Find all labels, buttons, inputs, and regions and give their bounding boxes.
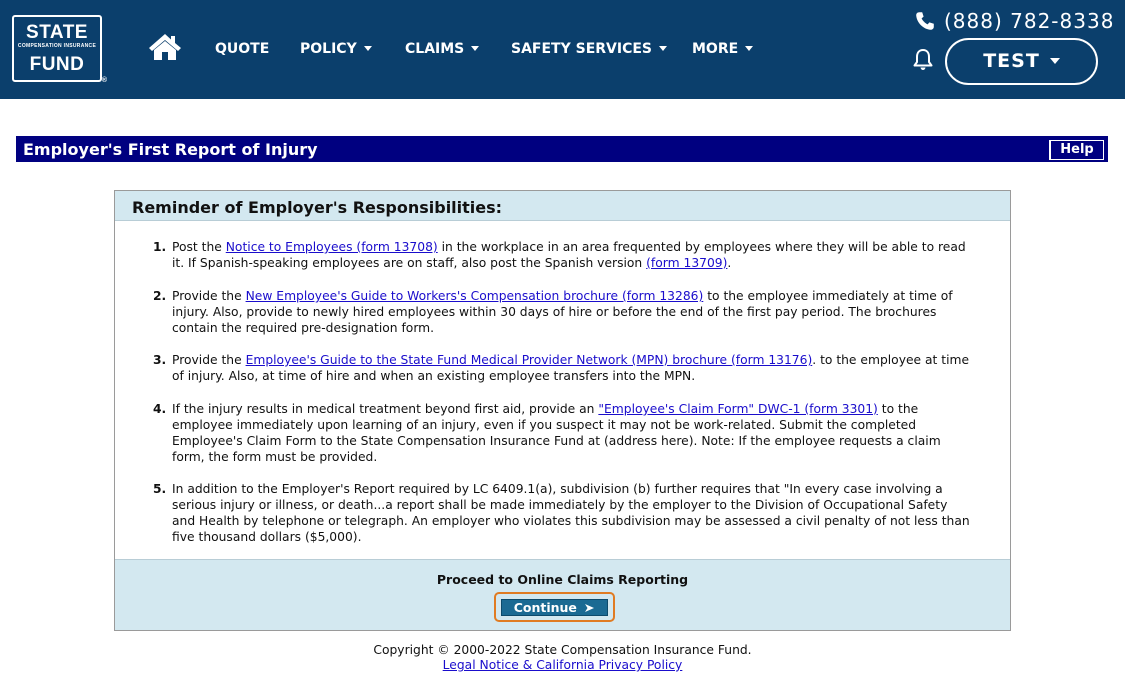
responsibility-item-2 <box>153 288 973 336</box>
new-employee-guide-link[interactable]: New Employee's Guide to Workers's Compensation brochure (form 13286) <box>245 289 704 303</box>
item-text-segment: . to the employee at time of injury. Also, at time of hire and when an existing employee transfers into the MPN. <box>172 353 970 383</box>
responsibility-item-5 <box>153 481 973 545</box>
item-text-segment: Post the <box>172 240 226 254</box>
continue-button[interactable] <box>501 599 608 616</box>
nav-policy-label: POLICY <box>300 41 357 57</box>
user-menu-label: TEST <box>983 50 1040 72</box>
phone-icon <box>915 11 935 31</box>
chevron-right-icon <box>584 603 595 613</box>
item-number: 3. <box>153 353 167 367</box>
mpn-brochure-link[interactable]: Employee's Guide to the State Fund Medical Provider Network (MPN) brochure (form 13176) <box>245 353 813 367</box>
nav-more-label: MORE <box>692 41 739 57</box>
help-button[interactable]: Help <box>1049 140 1104 160</box>
reminder-title: Reminder of Employer's Responsibilities: <box>132 198 503 217</box>
nav-policy[interactable] <box>300 41 372 57</box>
top-navigation-bar <box>0 0 1125 99</box>
nav-claims-label: CLAIMS <box>405 41 465 57</box>
footer-link-container <box>0 658 1125 672</box>
proceed-section <box>115 559 1010 630</box>
nav-quote-label: QUOTE <box>215 41 270 57</box>
item-text-segment: If the injury results in medical treatment beyond first aid, provide an <box>172 402 599 416</box>
item-text <box>172 288 973 336</box>
reminder-panel <box>114 190 1011 631</box>
responsibility-item-4 <box>153 401 973 465</box>
item-text-segment: Provide the <box>172 289 246 303</box>
logo-line-state: STATE <box>26 22 88 43</box>
continue-focus-ring <box>494 592 615 622</box>
chevron-down-icon <box>1050 58 1060 64</box>
item-text-segment: in the workplace in an area frequented by employees where they will be able to read it. If Spanish-speaking employees are on staff, also post the Spanish version <box>172 240 966 270</box>
chevron-down-icon <box>659 46 667 51</box>
item-text-segment: Provide the <box>172 353 246 367</box>
claim-form-link[interactable]: "Employee's Claim Form" DWC-1 (form 3301) <box>598 402 878 416</box>
phone-number[interactable]: (888) 782-8338 <box>944 9 1115 33</box>
item-text-segment: to the employee immediately upon learning of an injury, even if you suspect it may not be work-related. Submit the completed Employee's Claim Form to the State Compensation Insurance Fund at (address here). Note: If the employee requests a claim form, the form must be provided. <box>172 402 941 464</box>
item-text <box>172 239 973 271</box>
nav-more[interactable] <box>692 41 753 57</box>
chevron-down-icon <box>471 46 479 51</box>
logo-line-fund: FUND <box>29 54 85 75</box>
logo-line-compensation: COMPENSATION INSURANCE <box>17 43 97 49</box>
nav-claims[interactable] <box>405 41 479 57</box>
item-text-segment: to the employee immediately at time of injury. Also, provide to newly hired employees within 30 days of hire or before the end of the first pay period. The brochures contain the required pre-designation form. <box>172 289 953 335</box>
responsibility-item-1 <box>153 239 973 271</box>
nav-safety-services[interactable] <box>511 41 667 57</box>
registered-mark: ® <box>101 77 107 84</box>
state-fund-logo[interactable] <box>12 15 107 84</box>
item-number: 5. <box>153 482 167 496</box>
item-text-segment: . <box>727 256 732 270</box>
chevron-down-icon <box>364 46 372 51</box>
item-number: 4. <box>153 402 167 416</box>
home-icon[interactable] <box>148 33 182 61</box>
page-header-bar <box>16 136 1108 162</box>
legal-notice-link[interactable]: Legal Notice & California Privacy Policy <box>442 658 683 672</box>
notice-to-employees-link[interactable]: Notice to Employees (form 13708) <box>225 240 438 254</box>
responsibility-item-3 <box>153 352 973 384</box>
item-text <box>172 352 973 384</box>
continue-label: Continue <box>513 600 577 615</box>
page-title: Employer's First Report of Injury <box>23 140 318 159</box>
nav-quote[interactable] <box>215 41 269 57</box>
copyright-text: Copyright © 2000-2022 State Compensation Insurance Fund. <box>373 643 752 657</box>
item-text: In addition to the Employer's Report required by LC 6409.1(a), subdivision (b) further requires that "In every case involving a serious injury or illness, or death...a report shall be made immediately by the employer to the Division of Occupational Safety and Health by telephone or telegraph. An employer who violates this subdivision may be assessed a civil penalty of not less than five thousand dollars ($5,000). <box>172 482 970 544</box>
proceed-label: Proceed to Online Claims Reporting <box>436 572 689 587</box>
bell-icon[interactable] <box>912 48 934 72</box>
user-menu-button[interactable] <box>945 38 1098 85</box>
item-number: 2. <box>153 289 167 303</box>
item-text <box>172 401 973 465</box>
spanish-version-link[interactable]: (form 13709) <box>646 256 728 270</box>
item-number: 1. <box>153 240 167 254</box>
chevron-down-icon <box>745 46 753 51</box>
reminder-header <box>115 191 1010 221</box>
nav-safety-services-label: SAFETY SERVICES <box>511 41 652 57</box>
